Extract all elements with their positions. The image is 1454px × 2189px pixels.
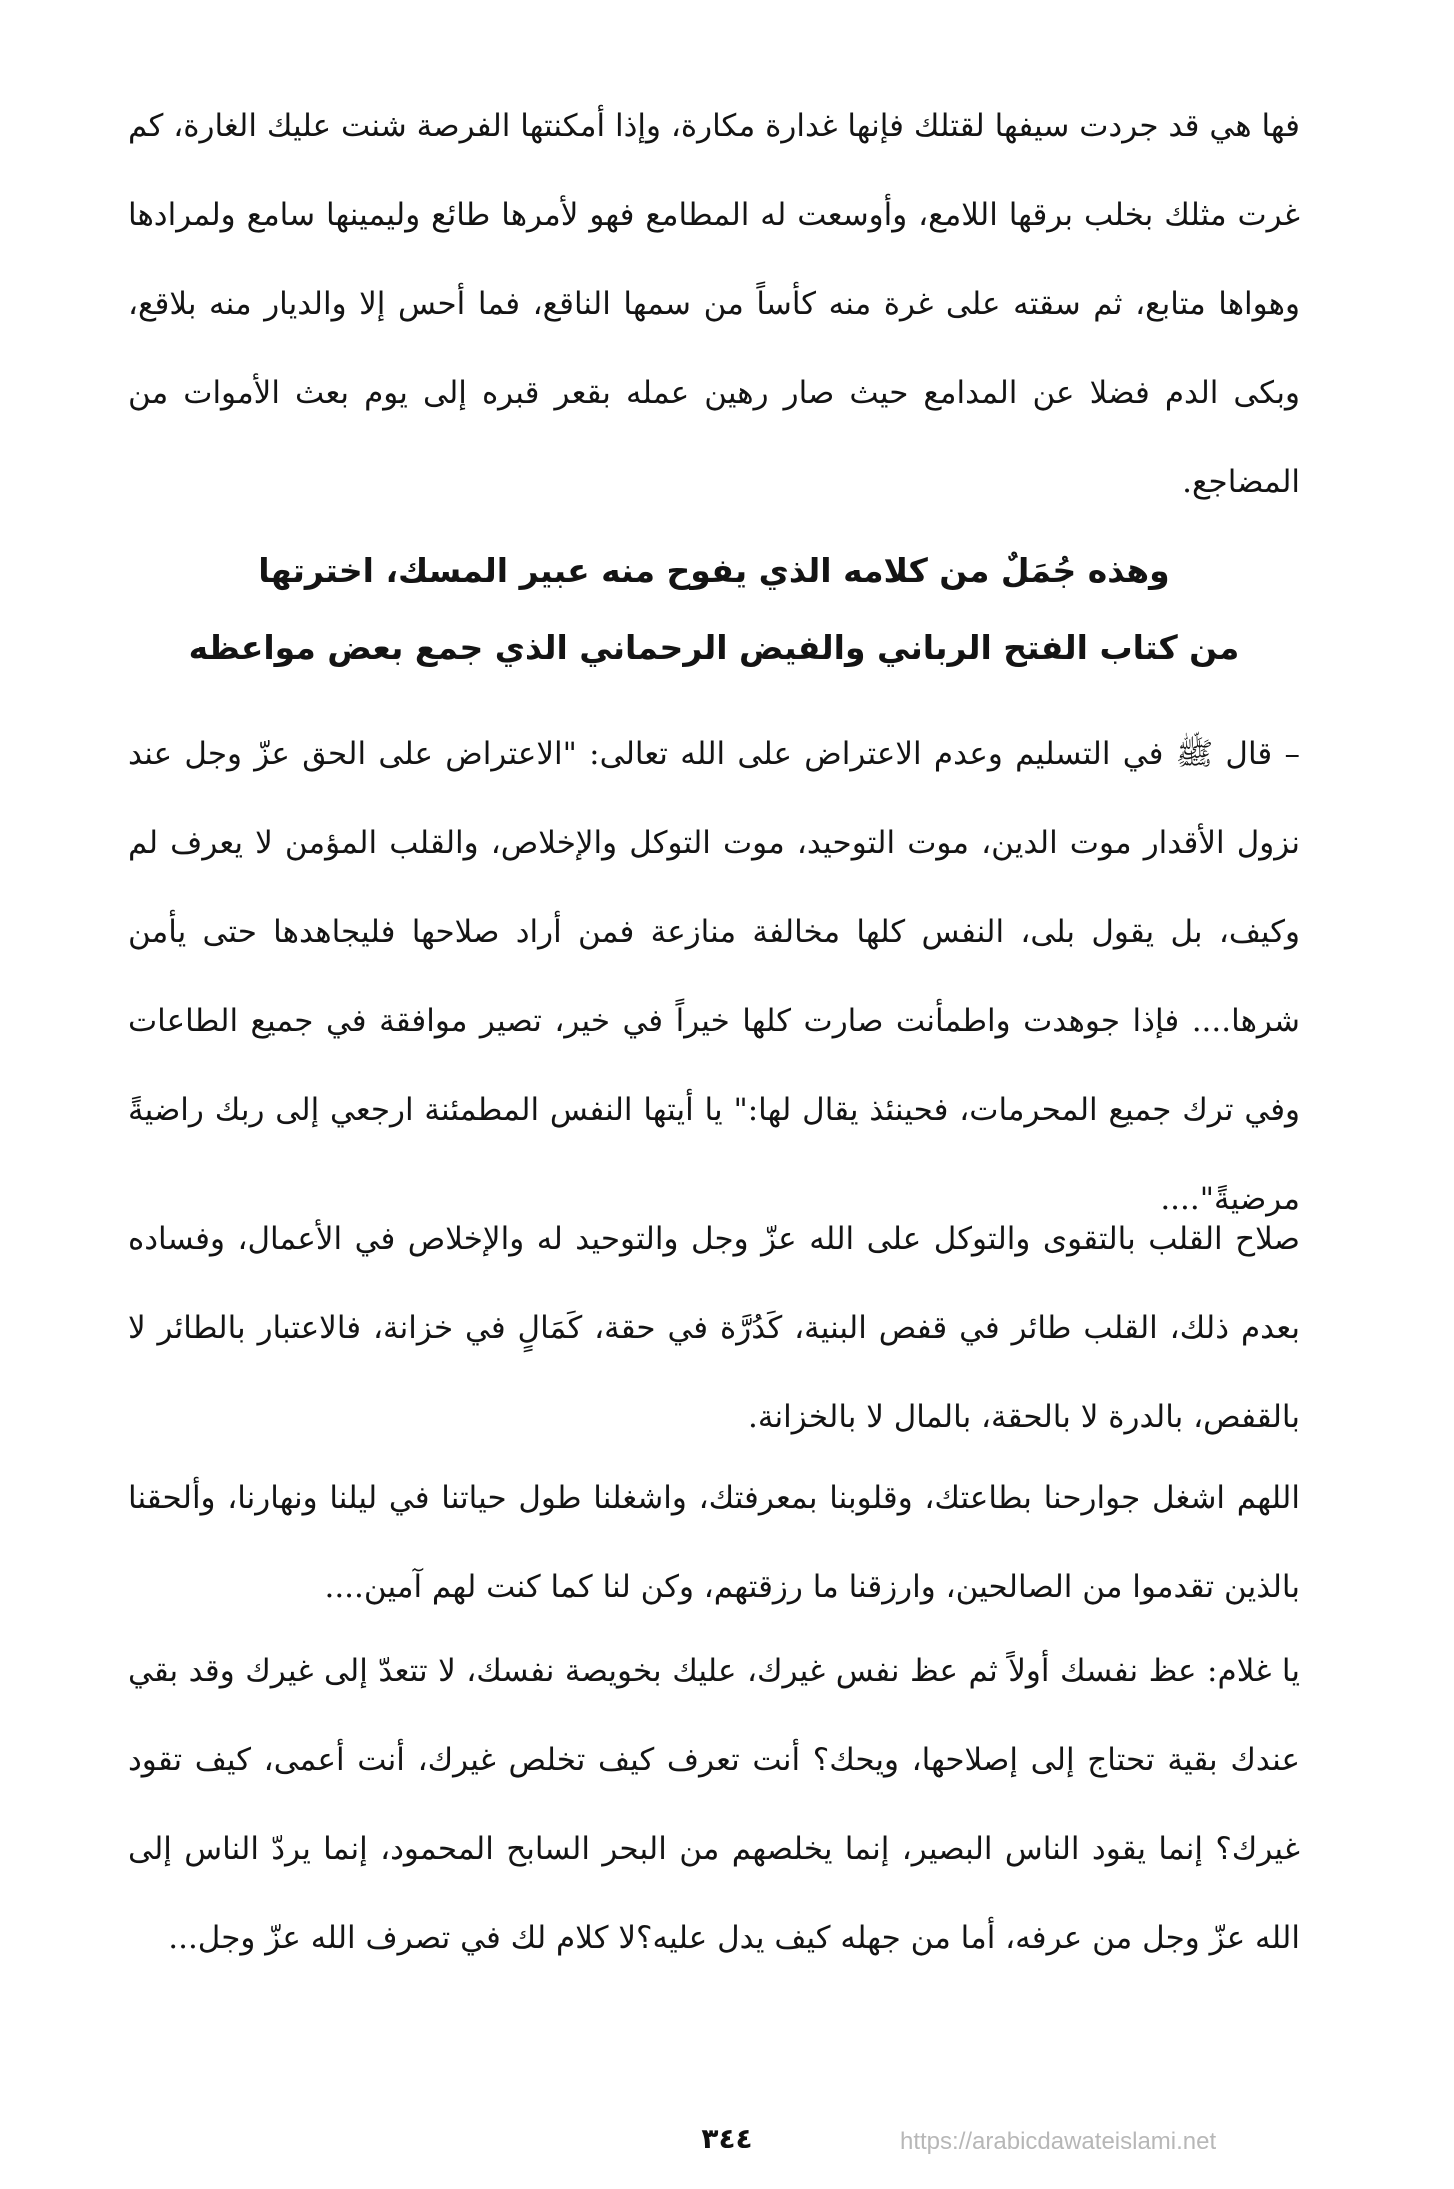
page-number: ٣٤٤ (701, 2122, 753, 2155)
paragraph-heart-righteousness: صلاح القلب بالتقوى والتوكل على الله عزّ وجل والتوحيد له والإخلاص في الأعمال، وفساده بعدم ذلك، القلب طائر في قفص البنية، كَدُرَّة في حقة، كَمَالٍ في خزانة، فالاعتبار بالطائر لا بالقفص، بالدرة لا بالحقة، بالمال لا بالخزانة. (128, 1221, 1300, 1435)
supplication-paragraph: اللهم اشغل جوارحنا بطاعتك، وقلوبنا بمعرفتك، واشغلنا طول حياتنا في ليلنا ونهارنا، وألحقنا بالذين تقدموا من الصالحين، وارزقنا ما رزقتهم، وكن لنا كما كنت لهم آمين.... (128, 1480, 1300, 1605)
intro-paragraph: فها هي قد جردت سيفها لقتلك فإنها غدارة مكارة، وإذا أمكنتها الفرصة شنت عليك الغارة، كم غرت مثلك بخلب برقها اللامع، وأوسعت له المطامع فهو لأمرها طائع وليمينها سامع ولمرادها وهواها متابع، ثم سقته على غرة منه كأساً من سمها الناقع، فما أحس إلا والديار منه بلاقع، وبكى الدم فضلا عن المدامع حيث صار رهين عمله بقعر قبره إلى يوم بعث الأموات من المضاجع. (128, 108, 1300, 500)
watermark-url: https://arabicdawateislami.net (900, 2128, 1217, 2155)
section-heading-line-1: وهذه جُمَلٌ من كلامه الذي يفوح منه عبير المسك، اخترتها (258, 551, 1170, 590)
paragraph-advice-to-youth: يا غلام: عظ نفسك أولاً ثم عظ نفس غيرك، عليك بخويصة نفسك، لا تتعدّ إلى غيرك وقد بقي عندك بقية تحتاج إلى إصلاحها، ويحك؟ أنت تعرف كيف تخلص غيرك، أنت أعمى، كيف تقود غيرك؟ إنما يقود الناس البصير، إنما يخلصهم من البحر السابح المحمود، إنما يردّ الناس إلى الله عزّ وجل من عرفه، أما من جهله كيف يدل عليه؟لا كلام لك في تصرف الله عزّ وجل... (128, 1653, 1300, 1956)
section-heading-line-2: من كتاب الفتح الرباني والفيض الرحماني الذي جمع بعض مواعظه (188, 628, 1240, 667)
quote-paragraph-submission: – قال ﷺ في التسليم وعدم الاعتراض على الله تعالى: "الاعتراض على الحق عزّ وجل عند نزول الأقدار موت الدين، موت التوحيد، موت التوكل والإخلاص، والقلب المؤمن لا يعرف لم وكيف، بل يقول بلى، النفس كلها مخالفة منازعة فمن أراد صلاحها فليجاهدها حتى يأمن شرها.... فإذا جوهدت واطمأنت صارت كلها خيراً في خير، تصير موافقة في جميع الطاعات وفي ترك جميع المحرمات، فحينئذ يقال لها:" يا أيتها النفس المطمئنة ارجعي إلى ربك راضيةً مرضيةً".... (128, 736, 1300, 1217)
